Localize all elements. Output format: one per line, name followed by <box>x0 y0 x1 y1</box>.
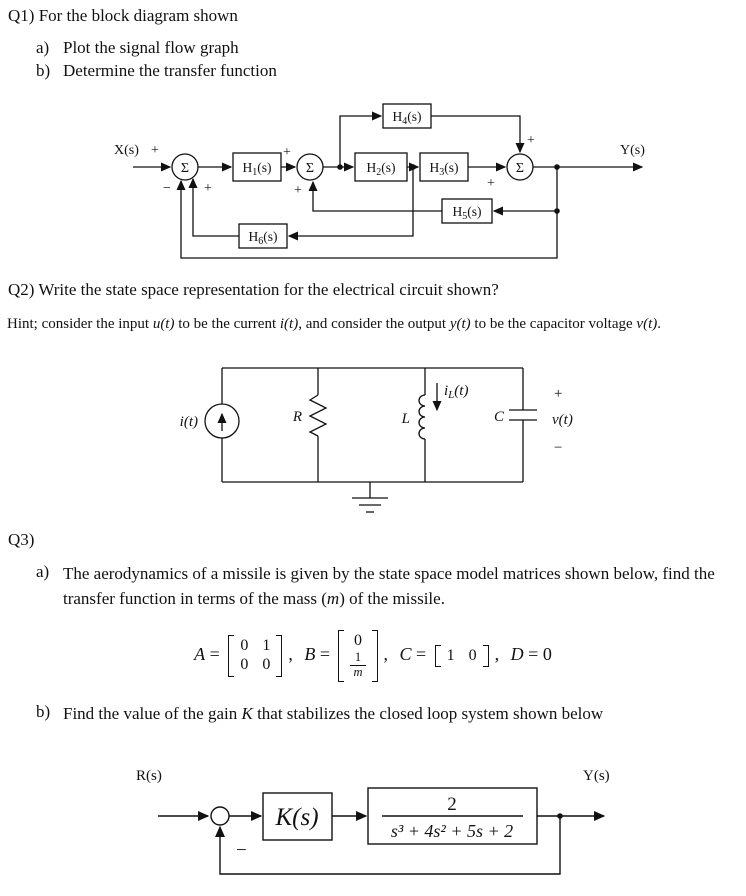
q1-branch-dot-2 <box>410 164 416 170</box>
q1-wire-h4-sum3 <box>431 116 520 152</box>
q3-mass-symbol: m <box>326 588 340 608</box>
equals-sign: = <box>411 644 431 665</box>
q1-block-h4-label: $H_4(s)$ <box>392 109 422 127</box>
matrix-b-symbol: B <box>304 644 316 665</box>
q2-resistor-zigzag <box>310 395 326 436</box>
q2-circuit-diagram <box>0 358 746 528</box>
q2-voltage-label: v(t) <box>552 412 573 428</box>
q1-item-b-text: Determine the transfer function <box>63 61 277 80</box>
fraction-denominator: m <box>350 665 365 680</box>
q3b-plant-denominator: s³ + 4s² + 5s + 2 <box>390 821 514 841</box>
q3-item-a-label: a) <box>36 562 50 581</box>
q1-sign-h3-plus: + <box>487 176 495 191</box>
q3a-equation <box>0 630 746 682</box>
q3-item-b <box>36 702 738 727</box>
q2-hint-text: to be the capacitor voltage <box>470 316 637 332</box>
q1-wire-outer-feedback <box>181 181 557 258</box>
q2-voltage-plus: + <box>554 386 563 402</box>
q1-block-h3-label: $H_3(s)$ <box>429 160 459 178</box>
matrix-d-symbol: D <box>510 644 524 665</box>
q3-item-a-text-part1: The aerodynamics of a missile is given by the state space model matrices shown below, find the transfer function in terms of the mass ( <box>63 564 715 608</box>
q1-input-label: X(s) <box>114 143 139 158</box>
q3-item-b-text-part2: that stabilizes the closed loop system shown below <box>252 704 604 723</box>
q3-gain-symbol: K <box>241 704 253 723</box>
q2-resistor-label: R <box>292 409 302 425</box>
q1-item-a <box>36 38 239 58</box>
equals-sign: = <box>205 644 225 665</box>
fraction-numerator: 1 <box>354 650 362 665</box>
q1-branch-dot-4 <box>554 208 560 214</box>
q1-item-a-text: Plot the signal flow graph <box>63 38 239 57</box>
matrix-a-cell: 0 <box>240 637 249 655</box>
matrix-a-cell: 1 <box>262 637 271 655</box>
matrix-c-cell: 1 <box>446 646 455 664</box>
comma: , <box>383 644 388 665</box>
q3-item-a <box>36 562 738 611</box>
q1-branch-dot-3 <box>554 164 560 170</box>
q2-voltage-minus: − <box>554 440 563 456</box>
q2-inductor-coil <box>419 395 425 439</box>
matrix-c-symbol: C <box>399 644 412 665</box>
q2-capacitor-label: C <box>493 409 504 425</box>
matrix-b-cell: 0 <box>353 632 362 649</box>
q1-title: Q1) For the block diagram shown <box>8 6 238 25</box>
q2-hint-text: to be the current <box>174 316 280 332</box>
q2-inductor-label: L <box>401 411 410 427</box>
q1-item-b-label: b) <box>36 61 51 80</box>
matrix-a <box>228 635 282 677</box>
q2-hint-text: . <box>657 316 661 332</box>
q1-sign-h5-plus: + <box>294 183 302 198</box>
matrix-b <box>338 630 377 682</box>
q3b-branch-dot <box>557 813 563 819</box>
q3-title: Q3) <box>8 530 35 549</box>
equals-sign: = <box>315 644 335 665</box>
q2-hint-var-i: i(t) <box>279 316 299 332</box>
q1-sign-h6-plus: + <box>204 181 212 196</box>
q1-sigma-2: Σ <box>305 161 315 176</box>
q1-sigma-3: Σ <box>515 161 525 176</box>
q1-wire-tap-h5 <box>494 167 557 211</box>
q1-branch-dot-1 <box>337 164 343 170</box>
q2-title: Q2) Write the state space representation for the electrical circuit shown? <box>8 280 499 299</box>
q2-hint-var-v: v(t) <box>636 316 658 332</box>
matrix-a-cell: 0 <box>262 656 271 674</box>
q1-wire-h5-sum2 <box>313 182 442 211</box>
matrix-a-cell: 0 <box>240 656 249 674</box>
q1-item-b <box>36 61 277 81</box>
q1-output-label: Y(s) <box>620 143 645 158</box>
q1-block-h5-label: $H_5(s)$ <box>452 204 482 222</box>
q3b-plant-numerator: 2 <box>447 794 457 815</box>
q1-wire-tap-h6 <box>289 167 413 236</box>
q3-item-b-label: b) <box>36 702 51 721</box>
q1-sign-feedback-minus: − <box>163 181 171 196</box>
q1-block-h6-label: $H_6(s)$ <box>248 229 278 247</box>
matrix-c-cell: 0 <box>468 646 477 664</box>
q1-block-h1-label: $H_1(s)$ <box>242 160 272 178</box>
matrix-c <box>435 645 489 667</box>
q1-sign-input-plus: + <box>151 143 159 158</box>
bracket-right <box>372 630 378 682</box>
q3b-input-label: R(s) <box>136 768 162 784</box>
matrix-b-fraction <box>350 651 365 680</box>
bracket-right <box>483 645 489 667</box>
q3-item-b-text-part1: Find the value of the gain <box>63 704 242 723</box>
comma: , <box>288 644 293 665</box>
comma: , <box>494 644 500 665</box>
q1-sign-h4-plus: + <box>527 133 535 148</box>
q1-wire-h6-sum1 <box>193 179 239 236</box>
q2-hint-var-y: y(t) <box>449 316 471 332</box>
q1-item-a-label: a) <box>36 38 50 57</box>
q2-inductor-current-label: $i_L(t)$ <box>444 383 469 401</box>
equals-sign: = <box>523 644 543 665</box>
q1-sign-h1-plus: + <box>283 145 291 160</box>
q2-hint-text: Hint; consider the input <box>7 316 153 332</box>
q3-item-a-text <box>63 562 738 611</box>
q3b-summing-junction <box>211 807 229 825</box>
q3-item-a-text-part2: ) of the missile. <box>339 588 445 608</box>
q1-sigma-1: Σ <box>180 161 190 176</box>
q3b-output-label: Y(s) <box>583 768 610 784</box>
bracket-right <box>276 635 282 677</box>
q1-block-h2-label: $H_2(s)$ <box>366 160 396 178</box>
q2-hint-text: , and consider the output <box>298 316 450 332</box>
q3b-feedback-diagram <box>0 756 746 896</box>
q3b-feedback-minus: − <box>236 840 247 861</box>
q1-block-diagram <box>0 95 746 270</box>
matrix-a-symbol: A <box>194 644 206 665</box>
q3-item-b-text <box>63 702 738 727</box>
q2-hint-var-u: u(t) <box>152 316 175 332</box>
q2-source-label: i(t) <box>179 414 198 430</box>
matrix-d-value: 0 <box>542 644 552 665</box>
q2-hint <box>7 316 661 333</box>
q3b-controller-label: K(s) <box>275 804 319 831</box>
